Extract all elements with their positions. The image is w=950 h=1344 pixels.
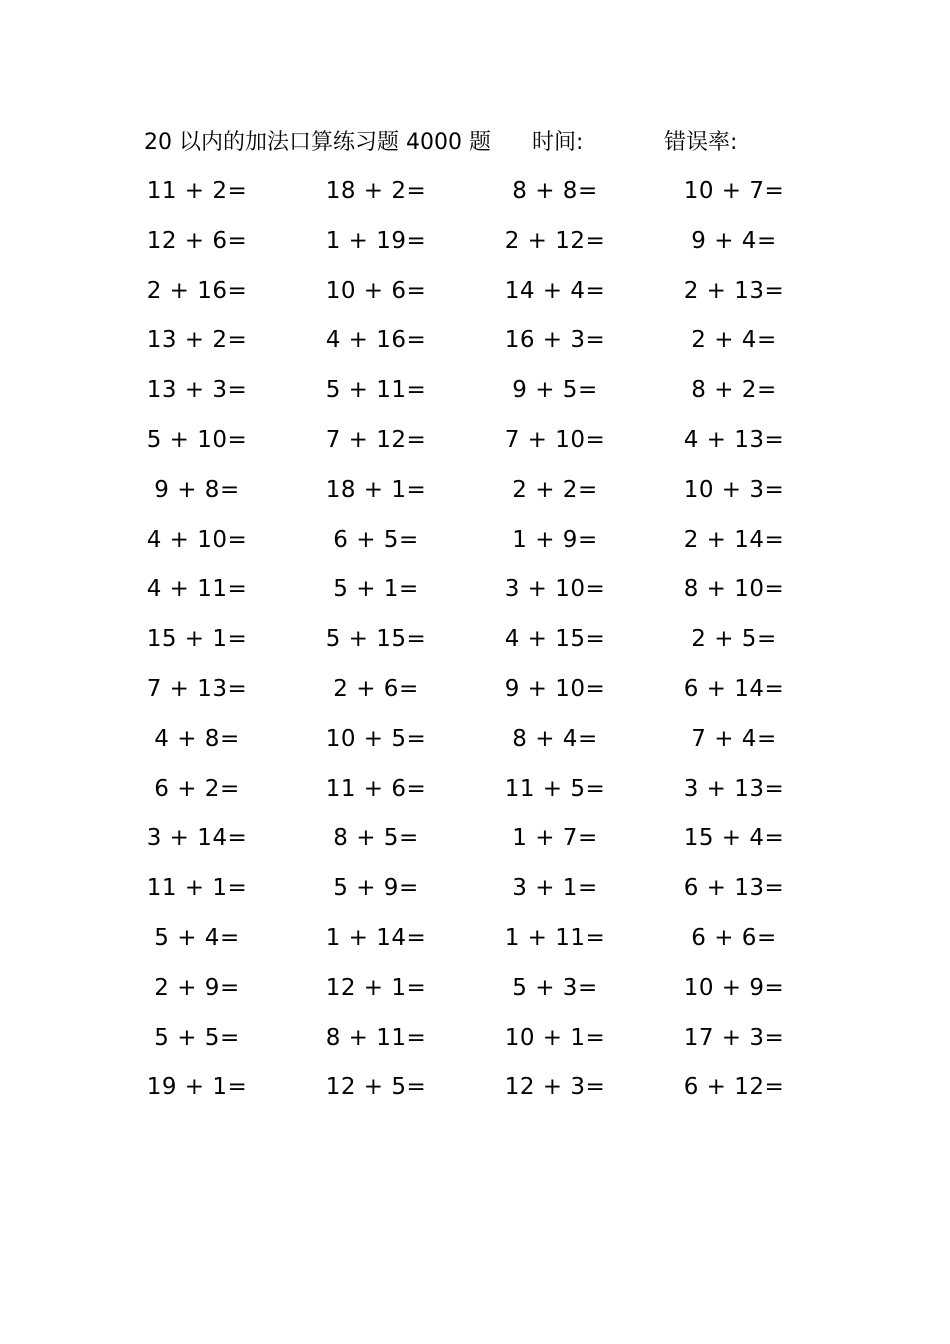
addition-problem: 11 + 5=: [504, 775, 606, 802]
time-label: 时间:: [532, 130, 584, 155]
problem-row: [0, 523, 950, 573]
addition-problem: 4 + 15=: [504, 626, 606, 653]
problem-row: [0, 871, 950, 921]
addition-problem: 6 + 6=: [691, 924, 777, 951]
addition-problem: 5 + 11=: [325, 377, 427, 404]
problem-row: [0, 772, 950, 822]
addition-problem: 10 + 6=: [325, 277, 427, 304]
problem-row: [0, 1070, 950, 1120]
addition-problem: 16 + 3=: [504, 327, 606, 354]
problem-row: [0, 672, 950, 722]
addition-problem: 1 + 9=: [512, 526, 598, 553]
addition-problem: 8 + 10=: [683, 576, 785, 603]
addition-problem: 5 + 4=: [154, 924, 240, 951]
addition-problem: 9 + 5=: [512, 377, 598, 404]
addition-problem: 5 + 10=: [146, 426, 248, 453]
addition-problem: 8 + 8=: [512, 178, 598, 204]
problem-row: [0, 572, 950, 622]
addition-problem: 7 + 10=: [504, 426, 606, 453]
problem-row: [0, 473, 950, 523]
addition-problem: 1 + 14=: [325, 924, 427, 951]
worksheet-header: [144, 126, 844, 160]
problem-grid: [0, 174, 950, 1120]
addition-problem: 10 + 7=: [683, 178, 785, 204]
addition-problem: 2 + 13=: [683, 277, 785, 304]
addition-problem: 3 + 13=: [683, 775, 785, 802]
addition-problem: 2 + 4=: [691, 327, 777, 354]
addition-problem: 3 + 14=: [146, 825, 248, 852]
addition-problem: 15 + 4=: [683, 825, 785, 852]
addition-problem: 2 + 14=: [683, 526, 785, 553]
addition-problem: 8 + 5=: [333, 825, 419, 852]
addition-problem: 11 + 1=: [146, 875, 248, 902]
addition-problem: 7 + 13=: [146, 675, 248, 702]
addition-problem: 13 + 3=: [146, 377, 248, 404]
addition-problem: 2 + 12=: [504, 227, 606, 254]
addition-problem: 2 + 5=: [691, 626, 777, 653]
addition-problem: 6 + 12=: [683, 1074, 785, 1101]
problem-row: [0, 323, 950, 373]
problem-row: [0, 622, 950, 672]
addition-problem: 15 + 1=: [146, 626, 248, 653]
addition-problem: 8 + 2=: [691, 377, 777, 404]
addition-problem: 19 + 1=: [146, 1074, 248, 1101]
addition-problem: 11 + 6=: [325, 775, 427, 802]
addition-problem: 4 + 8=: [154, 725, 240, 752]
addition-problem: 12 + 6=: [146, 227, 248, 254]
addition-problem: 5 + 9=: [333, 875, 419, 902]
addition-problem: 3 + 1=: [512, 875, 598, 902]
error-rate-label: 错误率:: [664, 130, 738, 155]
addition-problem: 2 + 6=: [333, 675, 419, 702]
addition-problem: 6 + 5=: [333, 526, 419, 553]
addition-problem: 7 + 4=: [691, 725, 777, 752]
addition-problem: 5 + 1=: [333, 576, 419, 603]
addition-problem: 12 + 5=: [325, 1074, 427, 1101]
addition-problem: 6 + 13=: [683, 875, 785, 902]
addition-problem: 8 + 4=: [512, 725, 598, 752]
addition-problem: 9 + 8=: [154, 476, 240, 503]
addition-problem: 2 + 16=: [146, 277, 248, 304]
addition-problem: 9 + 4=: [691, 227, 777, 254]
addition-problem: 10 + 9=: [683, 974, 785, 1001]
addition-problem: 10 + 1=: [504, 1024, 606, 1051]
addition-problem: 12 + 3=: [504, 1074, 606, 1101]
addition-problem: 6 + 14=: [683, 675, 785, 702]
addition-problem: 5 + 15=: [325, 626, 427, 653]
addition-problem: 9 + 10=: [504, 675, 606, 702]
addition-problem: 10 + 3=: [683, 476, 785, 503]
addition-problem: 18 + 1=: [325, 476, 427, 503]
addition-problem: 18 + 2=: [325, 178, 427, 204]
problem-row: [0, 174, 950, 224]
problem-row: [0, 1021, 950, 1071]
problem-row: [0, 722, 950, 772]
problem-row: [0, 921, 950, 971]
addition-problem: 5 + 3=: [512, 974, 598, 1001]
addition-problem: 4 + 10=: [146, 526, 248, 553]
addition-problem: 4 + 13=: [683, 426, 785, 453]
addition-problem: 8 + 11=: [325, 1024, 427, 1051]
problem-row: [0, 224, 950, 274]
addition-problem: 13 + 2=: [146, 327, 248, 354]
problem-row: [0, 423, 950, 473]
problem-row: [0, 821, 950, 871]
addition-problem: 14 + 4=: [504, 277, 606, 304]
addition-problem: 6 + 2=: [154, 775, 240, 802]
addition-problem: 1 + 11=: [504, 924, 606, 951]
problem-row: [0, 274, 950, 324]
addition-problem: 1 + 19=: [325, 227, 427, 254]
addition-problem: 3 + 10=: [504, 576, 606, 603]
problem-row: [0, 373, 950, 423]
addition-problem: 1 + 7=: [512, 825, 598, 852]
addition-problem: 2 + 2=: [512, 476, 598, 503]
addition-problem: 11 + 2=: [146, 178, 248, 204]
addition-problem: 4 + 11=: [146, 576, 248, 603]
addition-problem: 4 + 16=: [325, 327, 427, 354]
addition-problem: 5 + 5=: [154, 1024, 240, 1051]
addition-problem: 17 + 3=: [683, 1024, 785, 1051]
worksheet-title: 20 以内的加法口算练习题 4000 题: [144, 130, 491, 155]
problem-row: [0, 971, 950, 1021]
addition-problem: 10 + 5=: [325, 725, 427, 752]
addition-problem: 7 + 12=: [325, 426, 427, 453]
addition-problem: 12 + 1=: [325, 974, 427, 1001]
addition-problem: 2 + 9=: [154, 974, 240, 1001]
